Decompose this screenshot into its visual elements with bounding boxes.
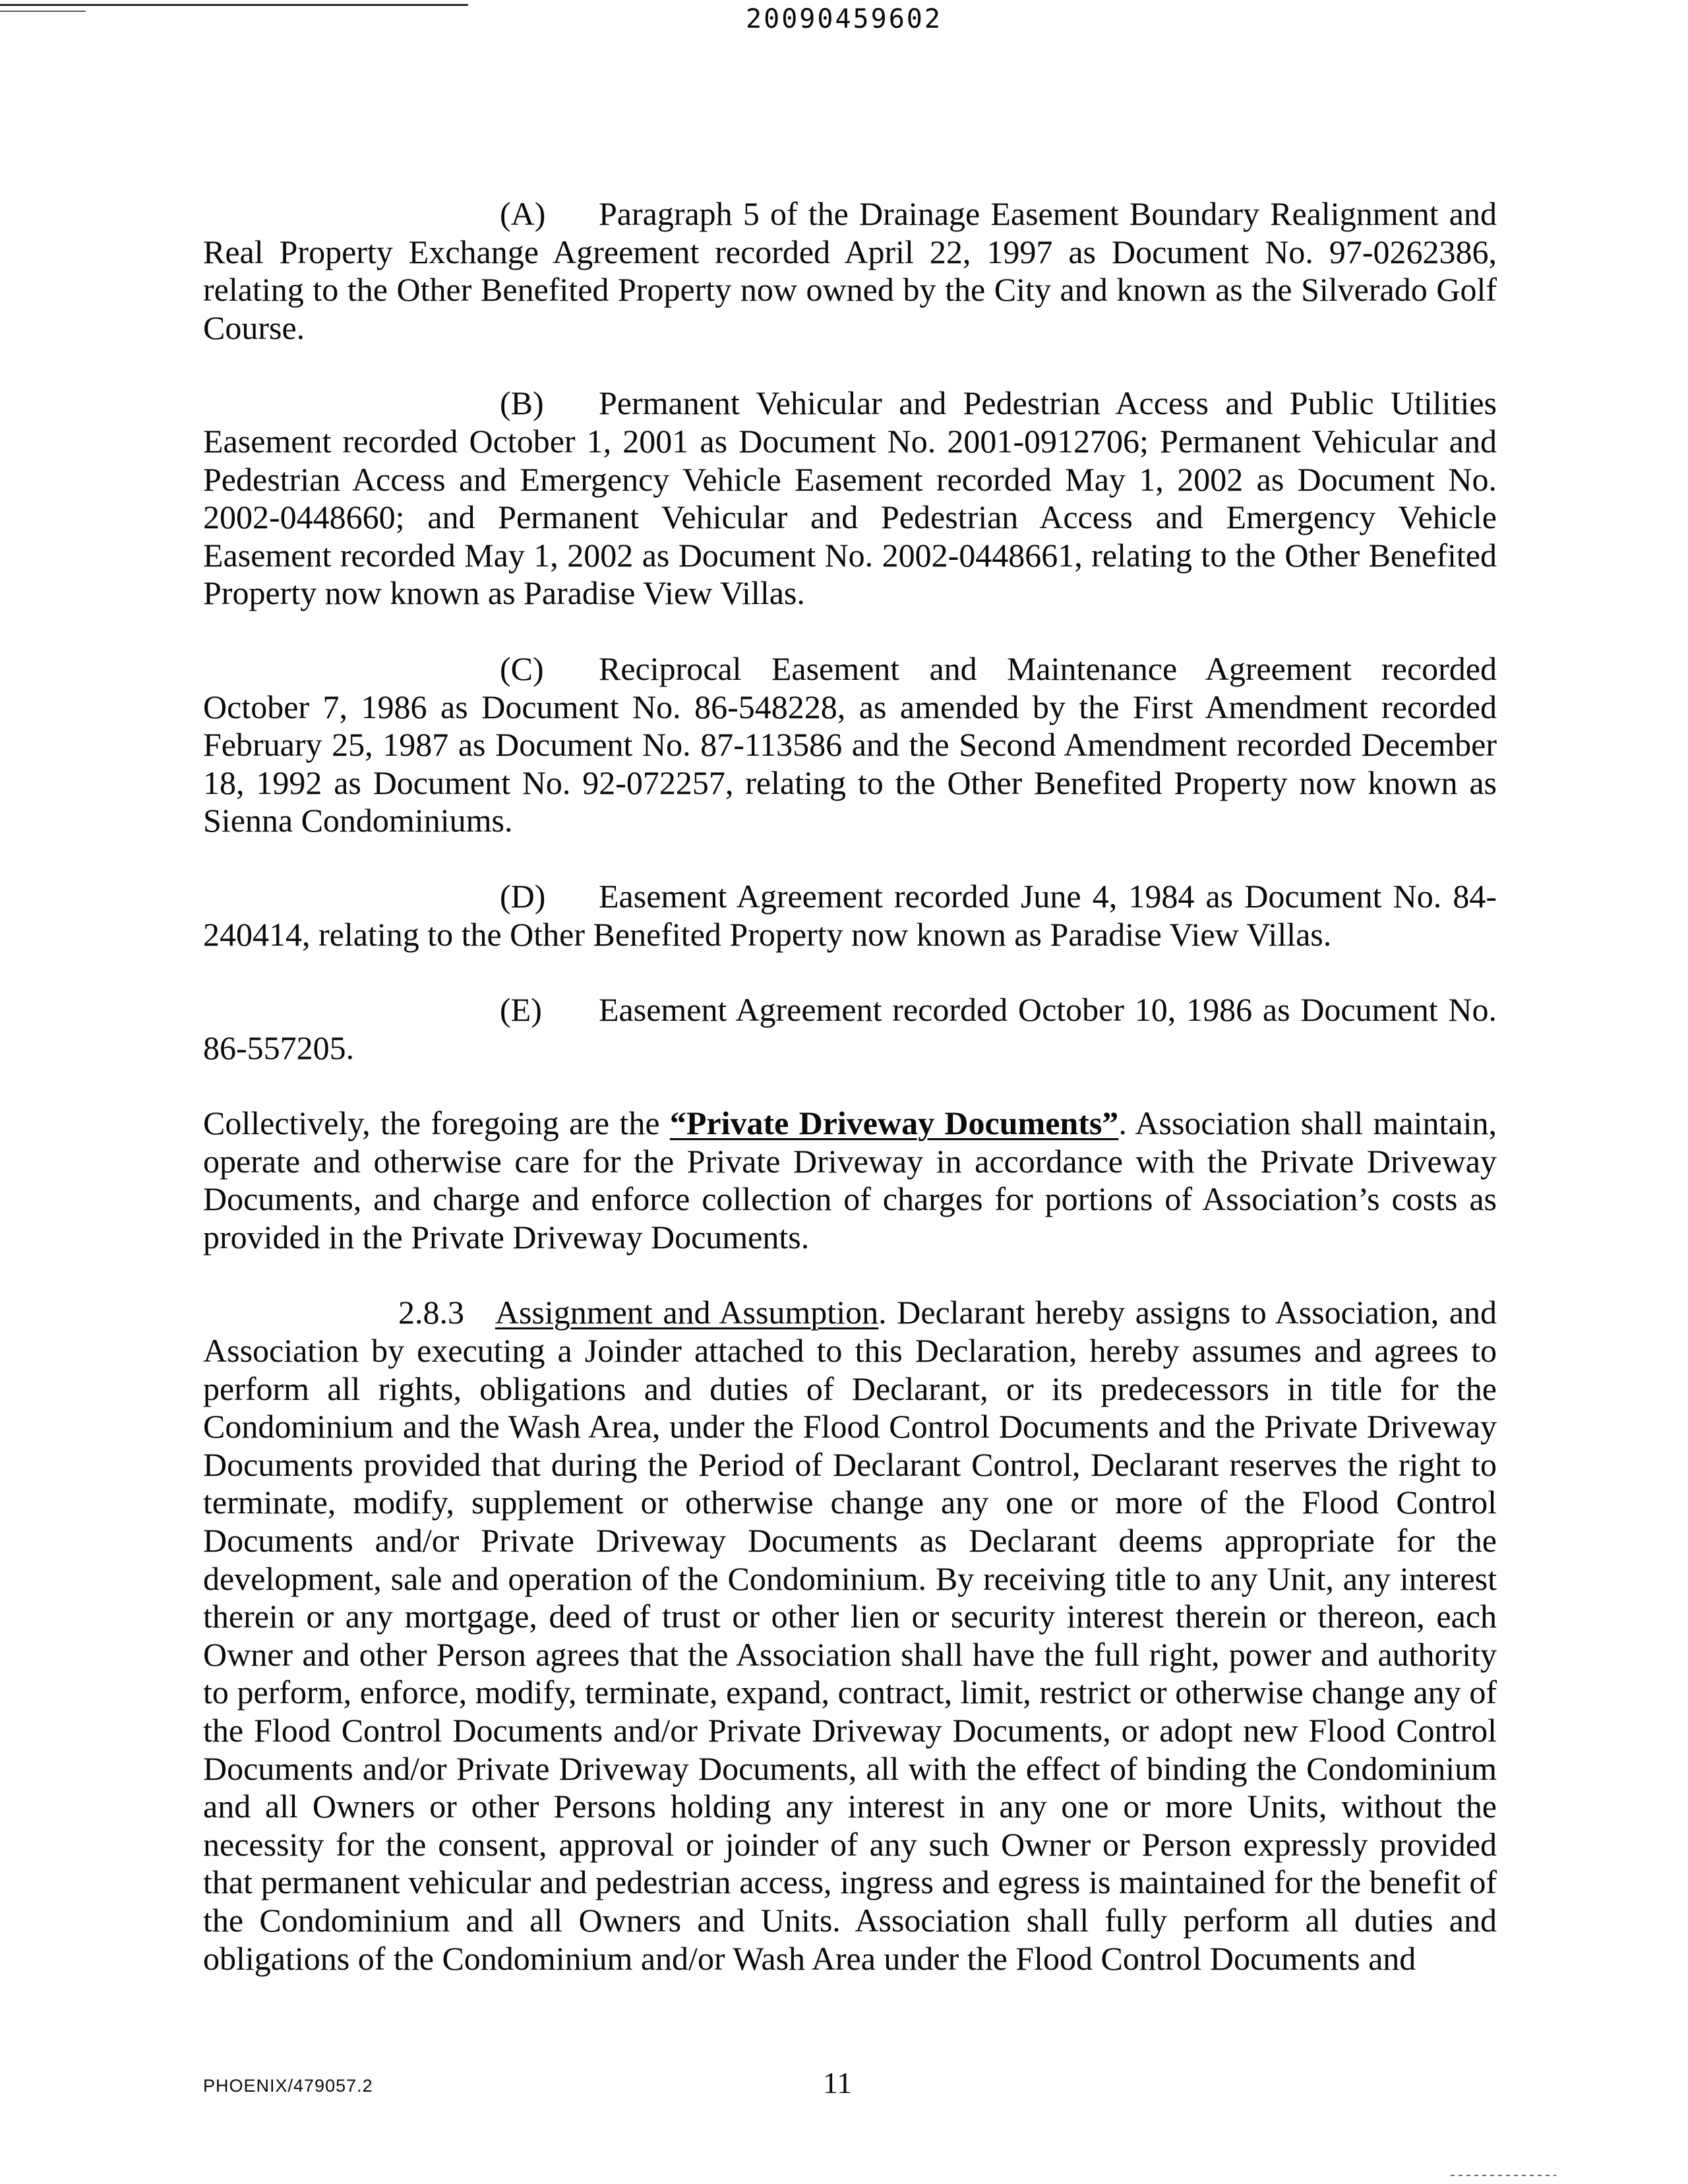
paragraph-c bbox=[203, 650, 1497, 840]
document-body bbox=[203, 195, 1497, 2015]
section-2-8-3-heading-end: . bbox=[878, 1294, 887, 1331]
paragraph-a-text: Paragraph 5 of the Drainage Easement Boundary Realignment and Real Property Exchange Agreement recorded April 22, 1997 as Document No. 97-0262386, relating to the Other Benefited Property now owned by the City and known as the Silverado Golf Course. bbox=[203, 195, 1497, 346]
paragraph-b-text: Permanent Vehicular and Pedestrian Access and Public Utilities Easement recorded October 1, 2001 as Document No. 2001-0912706; Permanent Vehicular and Pedestrian Access and Emergency Vehicle Easement recorded May 1, 2002 as Document No. 2002-0448660; and Permanent Vehicular and Pedestrian Access and Emergency Vehicle Easement recorded May 1, 2002 as Document No. 2002-0448661, relating to the Other Benefited Property now known as Paradise View Villas. bbox=[203, 384, 1497, 612]
paragraph-e-first-line bbox=[500, 991, 1497, 1029]
paragraph-e bbox=[203, 991, 1497, 1067]
paragraph-d-marker: (D) bbox=[500, 877, 546, 915]
section-2-8-3 bbox=[203, 1294, 1497, 1978]
collectively-text: . Association shall maintain, operate and otherwise care for the Private Driveway in accordance with the Private Driveway Documents, and charge and enforce collection of charges for portions of Association’s costs as provided in the Private Driveway Documents. bbox=[203, 1105, 1497, 1256]
section-2-8-3-text: Declarant hereby assigns to Association, and Association by executing a Joinder attached to this Declaration, hereby assumes and agrees to perform all rights, obligations and duties of Declarant, or its predecessors in title for the Condominium and the Wash Area, under the Flood Control Documents and the Private Driveway Documents provided that during the Period of Declarant Control, Declarant reserves the right to terminate, modify, supplement or otherwise change any one or more of the Flood Control Documents and/or Private Driveway Documents as Declarant deems appropriate for the development, sale and operation of the Condominium. By receiving title to any Unit, any interest therein or any mortgage, deed of trust or other lien or security interest therein or thereon, each Owner and other Person agrees that the Association shall have the full right, power and authority to perform, enforce, modify, terminate, expand, contract, limit, restrict or otherwise change any of the Flood Control Documents and/or Private Driveway Documents, or adopt new Flood Control Documents and/or Private Driveway Documents, all with the effect of binding the Condominium and all Owners or other Persons holding any interest in any one or more Units, without the necessity for the consent, approval or joinder of any such Owner or Person expressly provided that permanent vehicular and pedestrian access, ingress and egress is maintained for the benefit of the Condominium and all Owners and Units. Association shall fully perform all duties and obligations of the Condominium and/or Wash Area under the Flood Control Documents and bbox=[203, 1294, 1497, 1977]
paragraph-b bbox=[203, 384, 1497, 613]
paragraph-e-text: Easement Agreement recorded October 10, 1986 as Document No. bbox=[599, 991, 1497, 1029]
collectively-lead: Collectively, the foregoing are the bbox=[203, 1105, 670, 1142]
paragraph-a-marker: (A) bbox=[500, 195, 546, 232]
paragraph-a bbox=[203, 195, 1497, 347]
paragraph-b-marker: (B) bbox=[500, 384, 544, 422]
section-2-8-3-number: 2.8.3 bbox=[398, 1294, 464, 1331]
paragraph-c-marker: (C) bbox=[500, 650, 544, 687]
recording-document-number: 20090459602 bbox=[746, 4, 942, 34]
bottom-scan-artifact bbox=[1451, 2175, 1556, 2176]
page-number: 11 bbox=[823, 2066, 853, 2100]
defined-term-private-driveway-documents: “Private Driveway Documents” bbox=[669, 1105, 1119, 1142]
paragraph-d bbox=[203, 878, 1497, 954]
paragraph-e-second-line: 86-557205. bbox=[203, 1029, 355, 1067]
paragraph-c-text: Reciprocal Easement and Maintenance Agreement recorded October 7, 1986 as Document No. 86-548228, as amended by the First Amendment recorded February 25, 1987 as Document No. 87-113586 and the Second Amendment recorded December 18, 1992 as Document No. 92-072257, relating to the Other Benefited Property now known as Sienna Condominiums. bbox=[203, 650, 1497, 839]
paragraph-d-text: Easement Agreement recorded June 4, 1984 as Document No. 84-240414, relating to the Other Benefited Property now known as Paradise View Villas. bbox=[203, 877, 1497, 953]
section-2-8-3-heading: Assignment and Assumption bbox=[495, 1294, 879, 1331]
collectively-paragraph bbox=[203, 1105, 1497, 1256]
paragraph-e-marker: (E) bbox=[500, 991, 542, 1029]
footer-file-reference: PHOENIX/479057.2 bbox=[203, 2076, 373, 2096]
